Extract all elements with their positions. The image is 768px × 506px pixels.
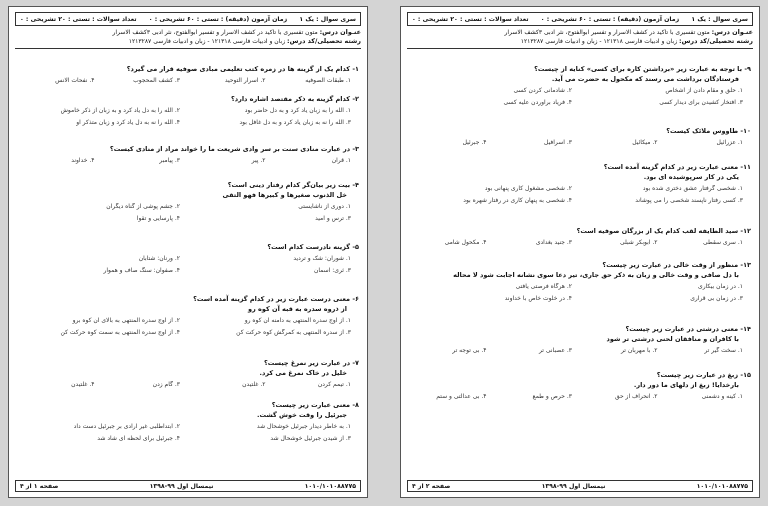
option[interactable]: ۱. کینه و دشمنی bbox=[701, 393, 743, 400]
option[interactable]: ۳. الله را نه به زبان یاد کرد و به دل غافل بود bbox=[239, 119, 351, 126]
question-phrase: فرستادگان برداشت می رسند که مکحول به حضرت می آید. bbox=[551, 75, 739, 83]
option[interactable]: ۳. ثری: آسمان bbox=[313, 267, 351, 274]
course-title: متون تفسیری با تاکید در کشف الاسرار و تفسیر ابوالفتوح، نثر ادبی ۳کشف الاسرار bbox=[504, 29, 710, 36]
page-number: صفحه ۱ از ۴ bbox=[20, 482, 59, 490]
option[interactable]: ۱. دوری از ناشایستی bbox=[298, 203, 351, 210]
option[interactable]: ۲. پیر bbox=[251, 157, 266, 164]
question-phrase: با کافران و منافقان لحنی درشتی تر شود bbox=[606, 335, 739, 343]
option[interactable]: ۲. هرگاه فرصتی یافتی bbox=[515, 283, 572, 290]
option[interactable]: ۱. شخصی گرفتار عشق دختری شده بود bbox=[642, 185, 743, 192]
option[interactable]: ۲. ابتداطلبی غیر ارادی بر جبرئیل دست داد bbox=[73, 423, 180, 430]
question-4 bbox=[17, 181, 359, 227]
option[interactable]: ۲. ابوبکر شبلی bbox=[619, 239, 658, 246]
option[interactable]: ۳. افتخار کشیدن برای دیدار کسی bbox=[659, 99, 743, 106]
question-text: ۹- با توجه به عبارت زیر «برداشتن کاره برای کسی» کنایه از چیست؟ bbox=[534, 65, 751, 73]
option[interactable]: ۳. کسی رفتار ناپسند شخصی را می پوشاند bbox=[635, 197, 743, 204]
course-title-label: عنـوان درس: bbox=[319, 28, 361, 36]
question-9 bbox=[409, 65, 751, 111]
option[interactable]: ۲. از اوج سدره المنتهی به بالای آن کوه برو bbox=[72, 317, 180, 324]
option[interactable]: ۳. حرص و طمع bbox=[532, 393, 572, 400]
exam-code: ۱۰۱۰/۱۰۱۰۸۸۷۷۵ bbox=[304, 482, 356, 490]
option[interactable]: ۱. طبقات الصوفیه bbox=[305, 77, 351, 84]
footer-bar bbox=[407, 480, 753, 492]
header-info bbox=[407, 28, 753, 49]
field-text: زبان و ادبیات فارسی ۱۲۱۳۱۸ - زبان و ادبیات فارسی ۱۲۱۳۲۸۷ bbox=[520, 38, 678, 45]
exam-code: ۱۰۱۰/۱۰۱۰۸۸۷۷۵ bbox=[696, 482, 748, 490]
question-14 bbox=[409, 325, 751, 354]
field-label: رشته تحصیلی/کد درس: bbox=[287, 37, 361, 45]
option[interactable]: ۳. از شیدن جبرئیل خوشحال شد bbox=[270, 435, 351, 442]
count-label: تعداد سوالات : تستی : ۲۰ تشریحی : ۰ bbox=[412, 15, 529, 23]
question-text: ۲- کدام گزینه به ذکر مقتصد اشاره دارد؟ bbox=[230, 95, 359, 103]
option[interactable]: ۳. از سدره المنتهی به کمرگش کوه حرکت کن bbox=[236, 329, 351, 336]
question-text: ۱۱- معنی عبارت زیر در کدام گزینه آمده است؟ bbox=[603, 163, 751, 171]
option[interactable]: ۱. شوران: شک و تردید bbox=[293, 255, 351, 262]
question-2 bbox=[17, 95, 359, 131]
header-bar bbox=[407, 12, 753, 26]
option[interactable]: ۳. در زمان بی قراری bbox=[690, 295, 743, 302]
course-title: متون تفسیری با تاکید در کشف الاسرار و تفسیر ابوالفتوح، نثر ادبی ۳کشف الاسرار bbox=[112, 29, 318, 36]
question-3 bbox=[17, 145, 359, 164]
option[interactable]: ۳. اسرافیل bbox=[544, 139, 572, 146]
option[interactable]: ۱. عزرائیل bbox=[716, 139, 743, 146]
option[interactable]: ۲. غلتیدن bbox=[242, 381, 266, 388]
option[interactable]: ۱. تیمم کردن bbox=[317, 381, 351, 388]
option[interactable]: ۲. با مهربان تر bbox=[620, 347, 658, 354]
option[interactable]: ۱. در زمان بیکاری bbox=[698, 283, 743, 290]
option[interactable]: ۱. سخت گیر تر bbox=[704, 347, 743, 354]
question-phrase: جبرئیل را وقت خوش گشت. bbox=[257, 411, 347, 419]
option[interactable]: ۲. اسرار التوحید bbox=[224, 77, 266, 84]
question-text: ۱۳- منظور از وقت خالی در عبارت زیر چیست؟ bbox=[602, 261, 751, 269]
option[interactable]: ۴. شخصی به پنهان کاری در رفتار شهره بود bbox=[463, 197, 572, 204]
option[interactable]: ۳. گام زدن bbox=[152, 381, 180, 388]
option[interactable]: ۴. از اوج سدره المنتهی به سمت کوه حرکت کن bbox=[60, 329, 180, 336]
question-text: ۱- کدام یک از گزینه ها در زمره کتب تعلیمی مبادی صوفیه قرار می گیرد؟ bbox=[126, 65, 359, 73]
time-label: زمان آزمون (دقیقه) : تستی : ۶۰ تشریحی : ۰ bbox=[148, 15, 288, 23]
option[interactable]: ۲. ورنان: شتابان bbox=[138, 255, 180, 262]
question-text: ۸- معنی عبارت زیر چیست؟ bbox=[271, 401, 359, 409]
option[interactable]: ۱. قرآن bbox=[331, 157, 351, 164]
option[interactable]: ۳. ترس و امید bbox=[315, 215, 351, 222]
question-phrase: از ذروه سدره به قبه آن کوه رو bbox=[248, 305, 347, 313]
option[interactable]: ۳. عصبانی تر bbox=[538, 347, 572, 354]
term-label: نیمسال اول ۹۹-۱۳۹۸ bbox=[541, 482, 606, 490]
question-10 bbox=[409, 127, 751, 146]
option[interactable]: ۴. نفحات الانس bbox=[55, 77, 95, 84]
question-text: ۱۴- معنی درشتی در عبارت زیر چیست؟ bbox=[625, 325, 751, 333]
option[interactable]: ۱. به خاطر دیدار جبرئیل خوشحال شد bbox=[256, 423, 351, 430]
option[interactable]: ۴. بی توجه تر bbox=[452, 347, 487, 354]
question-text: ۱۲- سید الطایفه لقب کدام یک از بزرگان صوفیه است؟ bbox=[576, 227, 751, 235]
question-8 bbox=[17, 401, 359, 447]
question-text: ۵- گزینه نادرست کدام است؟ bbox=[267, 243, 359, 251]
option[interactable]: ۲. جشم پوشی از گناه دیگران bbox=[106, 203, 180, 210]
option[interactable]: ۲. میکائیل bbox=[632, 139, 658, 146]
course-title-label: عنـوان درس: bbox=[711, 28, 753, 36]
field-text: زبان و ادبیات فارسی ۱۲۱۳۱۸ - زبان و ادبیات فارسی ۱۲۱۳۲۸۷ bbox=[128, 38, 286, 45]
question-verse: خل الذنوب صغیرها و کبیرها فهو التقی bbox=[222, 191, 347, 199]
time-label: زمان آزمون (دقیقه) : تستی : ۶۰ تشریحی : ۰ bbox=[540, 15, 680, 23]
question-12 bbox=[409, 227, 751, 246]
option[interactable]: ۱. سری سقطی bbox=[703, 239, 743, 246]
question-text: ۴- بیت زیر بیان‌گر کدام رفتار دینی است؟ bbox=[227, 181, 359, 189]
question-text: ۳- در عبارت منادی سنت بر سر وادی شریعت ما را خواند مراد از منادی کیست؟ bbox=[109, 145, 359, 153]
option[interactable]: ۲. شخصی مشغول کاری پنهانی بود bbox=[484, 185, 572, 192]
option[interactable]: ۲. انحراف از حق bbox=[614, 393, 658, 400]
option[interactable]: ۴. بی عدالتی و ستم bbox=[436, 393, 487, 400]
option[interactable]: ۴. پارسایی و تقوا bbox=[136, 215, 180, 222]
option[interactable]: ۴. الله را نه به دل یاد کرد و زبان متذکر او bbox=[76, 119, 180, 126]
header-bar bbox=[15, 12, 361, 26]
question-13 bbox=[409, 261, 751, 307]
question-7 bbox=[17, 359, 359, 388]
question-phrase: با دل صافی و وقت خالی و زبان به ذکر حق جاری، تیر دعا سوی نشانه اجابت شود لا محاله bbox=[453, 271, 739, 279]
question-5 bbox=[17, 243, 359, 279]
question-1 bbox=[17, 65, 359, 84]
exam-page-1 bbox=[8, 6, 368, 498]
question-text: ۱۰- طاووس ملائک کیست؟ bbox=[666, 127, 751, 135]
count-label: تعداد سوالات : تستی : ۲۰ تشریحی : ۰ bbox=[20, 15, 137, 23]
option[interactable]: ۳. کشف المحجوب bbox=[133, 77, 180, 84]
option[interactable]: ۴. جبرئیل برای لحظه ای شاد شد bbox=[97, 435, 180, 442]
question-text: ۱۵- زبغ در عبارت زیر چیست؟ bbox=[656, 371, 751, 379]
question-text: ۷- در عبارت زیر نمرغ چیست؟ bbox=[264, 359, 359, 367]
option[interactable]: ۴. فریاد برآوردن علیه کسی bbox=[503, 99, 572, 106]
option[interactable]: ۴. جبرئیل bbox=[462, 139, 487, 146]
option[interactable]: ۴. در خلوت خاص با خداوند bbox=[504, 295, 572, 302]
question-11 bbox=[409, 163, 751, 209]
series-label: سری سوال : یک ۱ bbox=[299, 15, 356, 23]
option[interactable]: ۱. از اوج سدره المنتهی به دامنه آن کوه رو bbox=[244, 317, 351, 324]
term-label: نیمسال اول ۹۹-۱۳۹۸ bbox=[149, 482, 214, 490]
question-phrase: بارخدایا! زبغ از دلهای ما دور دار. bbox=[633, 381, 739, 389]
question-phrase: خلیل در خاک نمرغ می کرد. bbox=[259, 369, 347, 377]
option[interactable]: ۳. پیامبر bbox=[159, 157, 180, 164]
option[interactable]: ۳. جنید بغدادی bbox=[535, 239, 572, 246]
question-text: ۶- معنی درست عبارت زیر در کدام گزینه آمده است؟ bbox=[193, 295, 359, 303]
option[interactable]: ۲. شادمانی کردن کسی bbox=[513, 87, 572, 94]
page-number: صفحه ۲ از ۴ bbox=[412, 482, 451, 490]
option[interactable]: ۴. غلتیدن bbox=[71, 381, 95, 388]
question-15 bbox=[409, 371, 751, 400]
option[interactable]: ۴. مکحول شامی bbox=[444, 239, 487, 246]
header-info bbox=[15, 28, 361, 49]
exam-page-2 bbox=[400, 6, 760, 498]
option[interactable]: ۱. حلق و مقام دادن از اشخاص bbox=[665, 87, 743, 94]
option[interactable]: ۴. خداوند bbox=[71, 157, 95, 164]
option[interactable]: ۴. صفوان: سنگ صاف و هموار bbox=[103, 267, 180, 274]
option[interactable]: ۲. الله را به دل یاد کرد و به زبان از ذکر خاموش bbox=[60, 107, 180, 114]
option[interactable]: ۱. الله را به زبان یاد کرد و به دل حاضر بود bbox=[244, 107, 351, 114]
footer-bar bbox=[15, 480, 361, 492]
series-label: سری سوال : یک ۱ bbox=[691, 15, 748, 23]
field-label: رشته تحصیلی/کد درس: bbox=[679, 37, 753, 45]
question-phrase: یکی در کار سرپوشیده ای بود. bbox=[643, 173, 739, 181]
question-6 bbox=[17, 295, 359, 341]
